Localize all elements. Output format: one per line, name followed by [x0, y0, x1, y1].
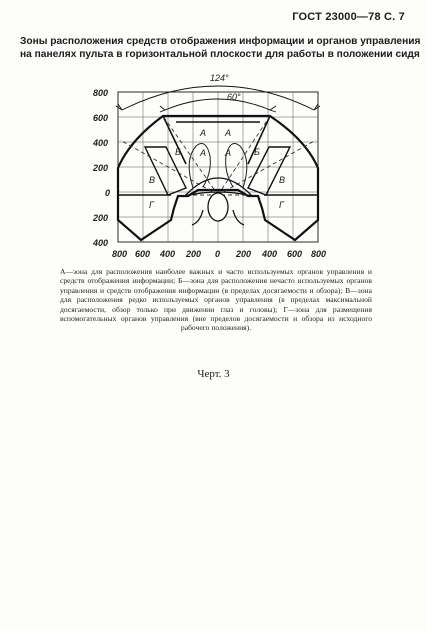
figure-legend: А—зона для расположения наиболее важных и часто используемых органов управления и средств отображения информации; Б—зона для расположения нечасто используемых органов управления и средств отображения информации (в пределах досягаемости и обзора); В—зона для расположения редко используемых органов управления (в пределах максимальной досягаемости, обзор только при движении глаз и головы); Г—зона для размещения вспомогательных органов управления (вне пределов досягаемости и обзора из исходного рабочего положения).	[60, 267, 372, 333]
y-axis-ticks	[92, 88, 110, 248]
x-tick: 600	[287, 249, 303, 259]
y-tick: 200	[93, 213, 109, 223]
zone-g-label: Г	[149, 200, 154, 210]
y-tick: 400	[93, 138, 109, 148]
standard-header: ГОСТ 23000—78 С. 7	[292, 11, 405, 23]
zone-g-label: Г	[279, 200, 284, 210]
y-tick: 200	[93, 163, 109, 173]
y-tick: 600	[93, 113, 109, 123]
zone-a-label: А	[200, 148, 207, 158]
zone-b-label: Б	[254, 147, 260, 157]
y-tick: 800	[93, 88, 109, 98]
x-axis-ticks	[112, 249, 326, 259]
y-tick: 0	[105, 188, 111, 198]
x-tick: 600	[135, 249, 151, 259]
x-tick: 200	[236, 249, 252, 259]
angle-outer-label: 124°	[210, 73, 229, 83]
operator-silhouette	[185, 178, 252, 225]
x-tick: 400	[160, 249, 176, 259]
zone-a-label: А	[225, 148, 232, 158]
x-tick: 800	[112, 249, 128, 259]
zone-v-label: В	[149, 175, 156, 185]
title-line-2: на панелях пульта в горизонтальной плоскости для работы в положении сидя	[20, 49, 420, 60]
y-tick: 400	[93, 238, 109, 248]
angle-inner-label: 60°	[227, 92, 241, 102]
figure-caption: Черт. 3	[197, 368, 230, 380]
zone-a-label: А	[200, 128, 207, 138]
x-tick: 0	[215, 249, 221, 259]
title-line-1: Зоны расположения средств отображения информации и органов управления	[20, 36, 421, 47]
zone-b-label: Б	[175, 147, 181, 157]
x-tick: 200	[186, 249, 202, 259]
x-tick: 400	[262, 249, 278, 259]
x-tick: 800	[311, 249, 327, 259]
zone-v-label: В	[279, 175, 286, 185]
zone-a-label: А	[225, 128, 232, 138]
